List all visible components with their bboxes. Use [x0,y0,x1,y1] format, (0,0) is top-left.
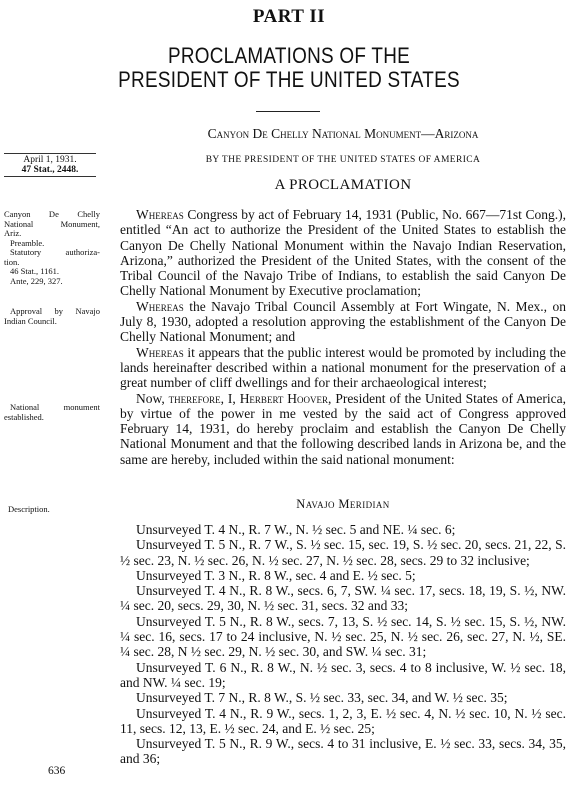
margin-note-preamble: Canyon De Chelly National Monument, Ariz. Preamble. Statutory authoriza- tion. 46 Stat., 1161. Ante, 229, 327. [4,209,100,286]
list-item: Unsurveyed T. 6 N., R. 8 W., N. ½ sec. 3, secs. 4 to 8 inclusive, W. ½ sec. 18, and NW. ¼ sec. 19; [120,659,566,690]
proclamation-heading: Canyon De Chelly National Monument—Arizona [207,126,479,141]
paragraph-whereas-3: Whereas it appears that the public interest would be promoted by including the lands hereinafter described within a national monument for the preservation of a great number of cliff dwellings and for their archaeological interest; [120,344,566,391]
meridian-heading: Navajo Meridian [296,497,390,511]
margin-statute: 47 Stat., 2448. [4,165,96,177]
title-line-1: PROCLAMATIONS OF THE [167,43,411,68]
land-description-list [120,522,566,767]
divider-rule [256,111,320,112]
margin-note-description: Description. [8,504,50,514]
list-item: Unsurveyed T. 5 N., R. 9 W., secs. 4 to 31 inclusive, E. ½ sec. 33, secs. 34, 35, and 36; [120,736,566,767]
list-item: Unsurveyed T. 5 N., R. 8 W., secs. 7, 13, S. ½ sec. 14, S. ½ sec. 15, S. ½, NW. ¼ sec. 16, secs. 17 to 24 inclusive, N. ½ sec. 25, N. ½ sec. 26, sec. 27, N. ½, SE. ¼ sec. 28, N ½ sec. 29, N. ½ sec. 30, and SW. ¼ sec. 31; [120,613,566,660]
margin-note-established: National monument established. [4,402,100,422]
list-item: Unsurveyed T. 4 N., R. 7 W., N. ½ sec. 5 and NE. ¼ sec. 6; [136,522,456,537]
proclamation-label: A PROCLAMATION [274,177,412,193]
paragraph-whereas-2: Whereas the Navajo Tribal Council Assembly at Fort Wingate, N. Mex., on July 8, 1930, adopted a resolution approving the establishment of the Canyon De Chelly National Monument; and [120,298,566,345]
page-title [40,44,537,92]
list-item: Unsurveyed T. 4 N., R. 8 W., secs. 6, 7, SW. ¼ sec. 17, secs. 18, 19, S. ½, NW. ¼ sec. 20, secs. 29, 30, N. ½ sec. 31, secs. 32 and 33; [120,583,566,614]
byline: BY THE PRESIDENT OF THE UNITED STATES OF AMERICA [205,155,481,165]
margin-date: April 1, 1931. [4,153,96,165]
part-heading: PART II [252,6,326,27]
margin-note-approval: Approval by Navajo Indian Council. [4,306,100,326]
list-item: Unsurveyed T. 7 N., R. 8 W., S. ½ sec. 33, sec. 34, and W. ½ sec. 35; [136,690,508,706]
paragraph-whereas-1: Whereas Congress by act of February 14, 1931 (Public, No. 667—71st Cong.), entitled “An act to authorize the President of the United States to establish the Canyon De Chelly National Monument within the Navajo Indian Reservation, Arizona,” authorized the President of the United States, with the consent of the Tribal Council of the Navajo Tribe of Indians, to establish the said Canyon De Chelly National Monument by Executive proclamation; [120,207,566,299]
margin-date-note [4,153,96,177]
paragraph-now-therefore: Now, therefore, I, Herbert Hoover, President of the United States of America, by virtue of the power in me vested by the said act of Congress approved February 14, 1931, do hereby proclaim and establish the Canyon De Chelly National Monument and that the following described lands in Arizona be, and the same are hereby, included within the said national monument: [120,390,566,467]
page-number: 636 [48,765,66,777]
list-item: Unsurveyed T. 4 N., R. 9 W., secs. 1, 2, 3, E. ½ sec. 4, N. ½ sec. 10, N. ½ sec. 11, secs. 12, 13, E. ½ sec. 24, and E. ½ sec. 25; [120,705,566,736]
proclamation-body [120,207,566,467]
title-line-2: PRESIDENT OF THE UNITED STATES [118,67,460,92]
list-item: Unsurveyed T. 5 N., R. 7 W., S. ½ sec. 15, sec. 19, S. ½ sec. 20, secs. 21, 22, S. ½ sec. 23, N. ½ sec. 26, N. ½ sec. 27, N. ½ sec. 28, secs. 29 to 32 inclusive; [120,537,566,568]
list-item: Unsurveyed T. 3 N., R. 8 W., sec. 4 and E. ½ sec. 5; [136,567,416,583]
